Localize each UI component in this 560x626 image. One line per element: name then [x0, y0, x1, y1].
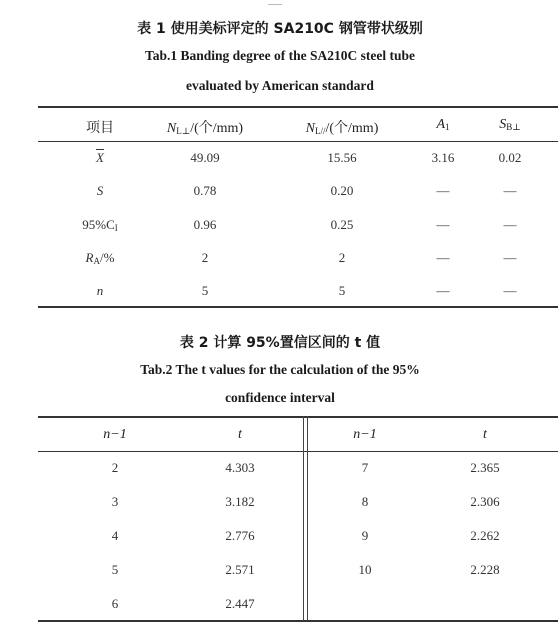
table2-cell-n: 10 [358, 562, 372, 577]
table2-cell-n: 9 [361, 528, 369, 543]
table1-row-label: n [96, 283, 104, 298]
table1-cell: 49.09 [190, 150, 220, 165]
table1-header-a1: $A_1$ [436, 117, 450, 132]
table1-cell: 0.96 [193, 217, 217, 232]
table1-cell: — [503, 183, 517, 198]
table2-cell-n: 7 [361, 460, 369, 475]
table2-cell-t: 2.306 [470, 494, 500, 509]
table1-top-rule [38, 106, 558, 108]
table1-cell: 15.56 [327, 150, 357, 165]
table1-cell: — [436, 217, 450, 232]
table1-cell: 3.16 [431, 150, 455, 165]
table2-cell-t: 2.228 [470, 562, 500, 577]
table2-header-n-right: n−1 [353, 427, 377, 442]
table1-header-nl-perp: $N_{L\perp}/$(个/mm) [166, 121, 244, 136]
table2-cell-n: 3 [111, 494, 119, 509]
table1-cell: 0.20 [330, 183, 354, 198]
table1-row-label: S [96, 183, 104, 198]
table1-cell: — [436, 283, 450, 298]
table1-row-label: $\overline{X}$ [96, 150, 104, 165]
table2-cell-t: 2.776 [225, 528, 255, 543]
table2-cell-n: 8 [361, 494, 369, 509]
table1-caption-cn: 表 1 使用美标评定的 SA210C 钢管带状级别 [137, 21, 423, 37]
table1-cell: 2 [201, 250, 209, 265]
table1-cell: 5 [338, 283, 346, 298]
table2-caption-cn: 表 2 计算 95%置信区间的 t 值 [179, 335, 381, 351]
table1-caption-en-line2: evaluated by American standard [186, 78, 374, 93]
table1-bottom-rule [38, 306, 558, 308]
table1-row-label: $R_A/\%$ [85, 250, 115, 266]
table2-header-t-right: t [483, 427, 487, 442]
table2-cell-t: 2.447 [225, 596, 255, 611]
table1-caption-en-line1: Tab.1 Banding degree of the SA210C steel tube [144, 48, 416, 63]
table1-cell: 5 [201, 283, 209, 298]
table1-row-label: $95\%C_I$ [82, 217, 118, 233]
table1-header-sb: $S_{B\perp}$ [499, 117, 521, 132]
table1-cell: 2 [338, 250, 346, 265]
table2-bottom-rule [38, 620, 558, 622]
table1-cell: — [503, 283, 517, 298]
table1-cell: — [503, 217, 517, 232]
table1-cell: 0.25 [330, 217, 354, 232]
table2-cell-t: 2.365 [470, 460, 500, 475]
table1-header-nl-par: $N_{L//}/$(个/mm) [305, 121, 379, 136]
table1-header-item: 项目 [86, 121, 114, 136]
table2-header-t-left: t [238, 427, 242, 442]
table2-cell-n: 5 [111, 562, 119, 577]
table2-caption-en-line2: confidence interval [225, 390, 335, 405]
table2-cell-t: 2.571 [225, 562, 255, 577]
table1-cell: — [436, 250, 450, 265]
page-mark [268, 4, 282, 5]
table2-caption-en-line1: Tab.2 The t values for the calculation of the 95% [140, 362, 420, 377]
table2-top-rule [38, 416, 558, 418]
table2-divider-right [307, 416, 308, 621]
table2-header-rule [38, 451, 558, 452]
table2-cell-t: 3.182 [225, 494, 255, 509]
table1-cell: 0.78 [193, 183, 217, 198]
table2-cell-n: 6 [111, 596, 119, 611]
table1-cell: 0.02 [498, 150, 522, 165]
table1-header-rule [38, 141, 558, 142]
table2-cell-t: 2.262 [470, 528, 500, 543]
table1-cell: — [503, 250, 517, 265]
table1-cell: — [436, 183, 450, 198]
table2-cell-t: 4.303 [225, 460, 255, 475]
table2-divider-left [303, 416, 304, 621]
table2-cell-n: 4 [111, 528, 119, 543]
table2-header-n-left: n−1 [103, 427, 127, 442]
table2-cell-n: 2 [111, 460, 119, 475]
